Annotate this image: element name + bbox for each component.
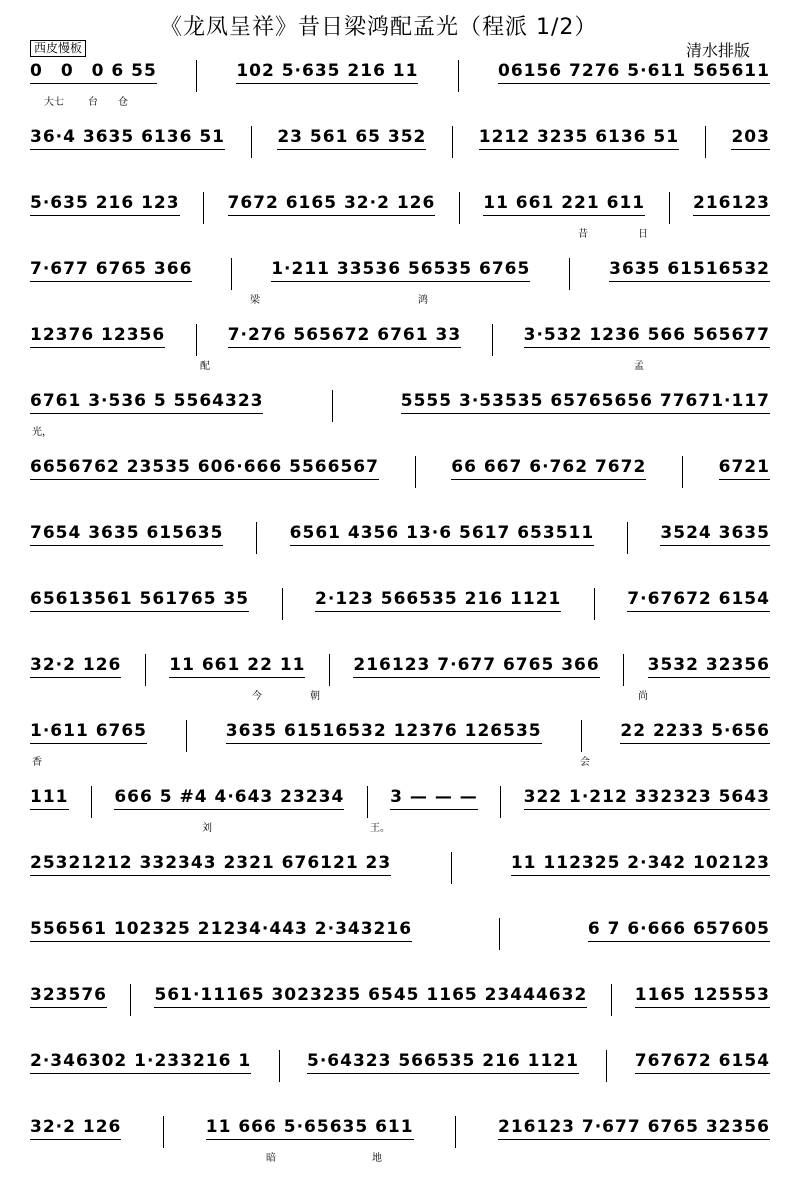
score-row xyxy=(30,984,770,1050)
score-row xyxy=(30,126,770,192)
lyric-char: 今 xyxy=(252,691,262,702)
lyrics-line xyxy=(30,756,770,770)
notation-line xyxy=(30,786,770,820)
measure-group: 66 667 6·762 7672 xyxy=(451,456,646,480)
measure-group: 556561 102325 21234·443 2·343216 xyxy=(30,918,412,942)
bar-line xyxy=(329,654,330,686)
bar-line xyxy=(145,654,146,686)
typesetter-credit: 清水排版 xyxy=(686,41,751,60)
bar-line xyxy=(611,984,612,1016)
lyrics-line xyxy=(30,96,770,110)
measure-group: 12376 12356 xyxy=(30,324,165,348)
score-row xyxy=(30,258,770,324)
measure-group: 203 xyxy=(731,126,770,150)
lyric-char: 仓 xyxy=(118,97,128,108)
measure-group: 3524 3635 xyxy=(660,522,770,546)
bar-line xyxy=(623,654,624,686)
bar-line xyxy=(196,60,197,92)
score-row xyxy=(30,1116,770,1182)
bar-line xyxy=(251,126,252,158)
score-row xyxy=(30,60,770,126)
measure-group: 36·4 3635 6136 51 xyxy=(30,126,225,150)
notation-line xyxy=(30,324,770,358)
lyrics-line xyxy=(30,822,770,836)
lyrics-line xyxy=(30,1020,770,1034)
measure-group: 1·211 33536 56535 6765 xyxy=(271,258,530,282)
score-row xyxy=(30,918,770,984)
measure-group: 216123 xyxy=(693,192,770,216)
bar-line xyxy=(458,60,459,92)
measure-group: 32·2 126 xyxy=(30,654,121,678)
lyric-char: 香 xyxy=(32,757,42,768)
score-row xyxy=(30,390,770,456)
lyrics-line xyxy=(30,426,770,440)
lyric-char: 尚 xyxy=(638,691,648,702)
measure-group: 3635 61516532 xyxy=(609,258,770,282)
bar-line xyxy=(196,324,197,356)
bar-line xyxy=(332,390,333,422)
lyric-char: 暗 xyxy=(266,1153,276,1164)
lyrics-line xyxy=(30,1152,770,1166)
measure-group: 32·2 126 xyxy=(30,1116,121,1140)
bar-line xyxy=(451,852,452,884)
lyrics-line xyxy=(30,954,770,968)
measure-group: 23 561 65 352 xyxy=(277,126,426,150)
score-row xyxy=(30,786,770,852)
bar-line xyxy=(627,522,628,554)
measure-group: 216123 7·677 6765 32356 xyxy=(498,1116,770,1140)
lyric-char: 昔 xyxy=(578,229,588,240)
notation-line xyxy=(30,192,770,226)
notation-line xyxy=(30,588,770,622)
measure-group: 322 1·212 332323 5643 xyxy=(524,786,770,810)
bar-line xyxy=(256,522,257,554)
bar-line xyxy=(367,786,368,818)
lyric-char: 台 xyxy=(88,97,98,108)
measure-group: 6721 xyxy=(719,456,770,480)
measure-group: 3635 61516532 12376 126535 xyxy=(226,720,542,744)
bar-line xyxy=(231,258,232,290)
lyrics-line xyxy=(30,360,770,374)
measure-group: 102 5·635 216 11 xyxy=(236,60,418,84)
measure-group: 0 0 0 6 55 xyxy=(30,60,157,84)
lyric-char: 会 xyxy=(580,757,590,768)
lyrics-line xyxy=(30,492,770,506)
lyric-char: 鸿 xyxy=(418,295,428,306)
notation-line xyxy=(30,522,770,556)
lyric-char: 朝 xyxy=(310,691,320,702)
bar-line xyxy=(569,258,570,290)
lyrics-line xyxy=(30,1086,770,1100)
bar-line xyxy=(459,192,460,224)
measure-group: 323576 xyxy=(30,984,107,1008)
notation-line xyxy=(30,126,770,160)
score-row xyxy=(30,720,770,786)
measure-group: 7672 6165 32·2 126 xyxy=(228,192,436,216)
notation-line xyxy=(30,1050,770,1084)
bar-line xyxy=(705,126,706,158)
lyric-char: 刘 xyxy=(202,823,212,834)
notation-line xyxy=(30,1116,770,1150)
measure-group: 5555 3·53535 65765656 77671·117 xyxy=(401,390,770,414)
score-row xyxy=(30,852,770,918)
measure-group: 65613561 561765 35 xyxy=(30,588,249,612)
bar-line xyxy=(130,984,131,1016)
measure-group: 3·532 1236 566 565677 xyxy=(524,324,770,348)
bar-line xyxy=(452,126,453,158)
score-row xyxy=(30,192,770,258)
lyrics-line xyxy=(30,294,770,308)
bar-line xyxy=(163,1116,164,1148)
lyrics-line xyxy=(30,888,770,902)
bar-line xyxy=(594,588,595,620)
measure-group: 11 661 221 611 xyxy=(483,192,645,216)
lyrics-line xyxy=(30,228,770,242)
bar-line xyxy=(91,786,92,818)
notation-line xyxy=(30,258,770,292)
measure-group: 7·677 6765 366 xyxy=(30,258,192,282)
measure-group: 11 661 22 11 xyxy=(169,654,305,678)
measure-group: 6761 3·536 5 5564323 xyxy=(30,390,263,414)
lyric-char: 地 xyxy=(372,1153,382,1164)
lyric-char: 日 xyxy=(638,229,648,240)
bar-line xyxy=(682,456,683,488)
lyric-char: 配 xyxy=(200,361,210,372)
notation-line xyxy=(30,654,770,688)
notation-line xyxy=(30,390,770,424)
lyric-char: 孟 xyxy=(634,361,644,372)
measure-group: 216123 7·677 6765 366 xyxy=(353,654,599,678)
measure-group: 6561 4356 13·6 5617 653511 xyxy=(290,522,595,546)
lyrics-line xyxy=(30,558,770,572)
lyric-char: 梁 xyxy=(250,295,260,306)
score-row xyxy=(30,588,770,654)
notation-line xyxy=(30,984,770,1018)
score-row xyxy=(30,1050,770,1116)
bar-line xyxy=(282,588,283,620)
bar-line xyxy=(186,720,187,752)
score-sheet xyxy=(30,60,770,1182)
bar-line xyxy=(581,720,582,752)
score-row xyxy=(30,654,770,720)
score-row xyxy=(30,456,770,522)
measure-group: 1·611 6765 xyxy=(30,720,147,744)
measure-group: 5·635 216 123 xyxy=(30,192,180,216)
measure-group: 3532 32356 xyxy=(648,654,770,678)
notation-line xyxy=(30,456,770,490)
measure-group: 11 112325 2·342 102123 xyxy=(511,852,770,876)
measure-group: 6656762 23535 606·666 5566567 xyxy=(30,456,379,480)
lyric-char: 大七 xyxy=(44,97,64,108)
mode-label: 西皮慢板 xyxy=(30,40,86,57)
measure-group: 1165 125553 xyxy=(635,984,770,1008)
bar-line xyxy=(455,1116,456,1148)
bar-line xyxy=(500,786,501,818)
bar-line xyxy=(492,324,493,356)
lyric-char: 光， xyxy=(32,427,52,438)
measure-group: 25321212 332343 2321 676121 23 xyxy=(30,852,391,876)
measure-group: 2·123 566535 216 1121 xyxy=(315,588,561,612)
measure-group: 767672 6154 xyxy=(635,1050,770,1074)
measure-group: 22 2233 5·656 xyxy=(620,720,770,744)
bar-line xyxy=(499,918,500,950)
bar-line xyxy=(415,456,416,488)
measure-group: 6 7 6·666 657605 xyxy=(588,918,770,942)
score-title: 《龙凤呈祥》昔日梁鸿配孟光（程派 1/2） xyxy=(160,15,598,40)
notation-line xyxy=(30,852,770,886)
lyric-char: 王。 xyxy=(370,823,390,834)
measure-group: 5·64323 566535 216 1121 xyxy=(307,1050,579,1074)
bar-line xyxy=(203,192,204,224)
measure-group: 11 666 5·65635 611 xyxy=(206,1116,414,1140)
notation-line xyxy=(30,918,770,952)
measure-group: 1212 3235 6136 51 xyxy=(479,126,679,150)
bar-line xyxy=(279,1050,280,1082)
notation-line xyxy=(30,720,770,754)
measure-group: 111 xyxy=(30,786,69,810)
bar-line xyxy=(606,1050,607,1082)
bar-line xyxy=(669,192,670,224)
measure-group: 2·346302 1·233216 1 xyxy=(30,1050,251,1074)
measure-group: 561·11165 3023235 6545 1165 23444632 xyxy=(154,984,587,1008)
measure-group: 7654 3635 615635 xyxy=(30,522,223,546)
lyrics-line xyxy=(30,690,770,704)
score-row xyxy=(30,324,770,390)
lyrics-line xyxy=(30,162,770,176)
measure-group: 06156 7276 5·611 565611 xyxy=(498,60,770,84)
score-row xyxy=(30,522,770,588)
measure-group: 7·276 565672 6761 33 xyxy=(228,324,461,348)
measure-group: 666 5 #4 4·643 23234 xyxy=(114,786,344,810)
lyrics-line xyxy=(30,624,770,638)
notation-line xyxy=(30,60,770,94)
measure-group: 7·67672 6154 xyxy=(627,588,770,612)
measure-group: 3 — — — xyxy=(390,786,478,810)
